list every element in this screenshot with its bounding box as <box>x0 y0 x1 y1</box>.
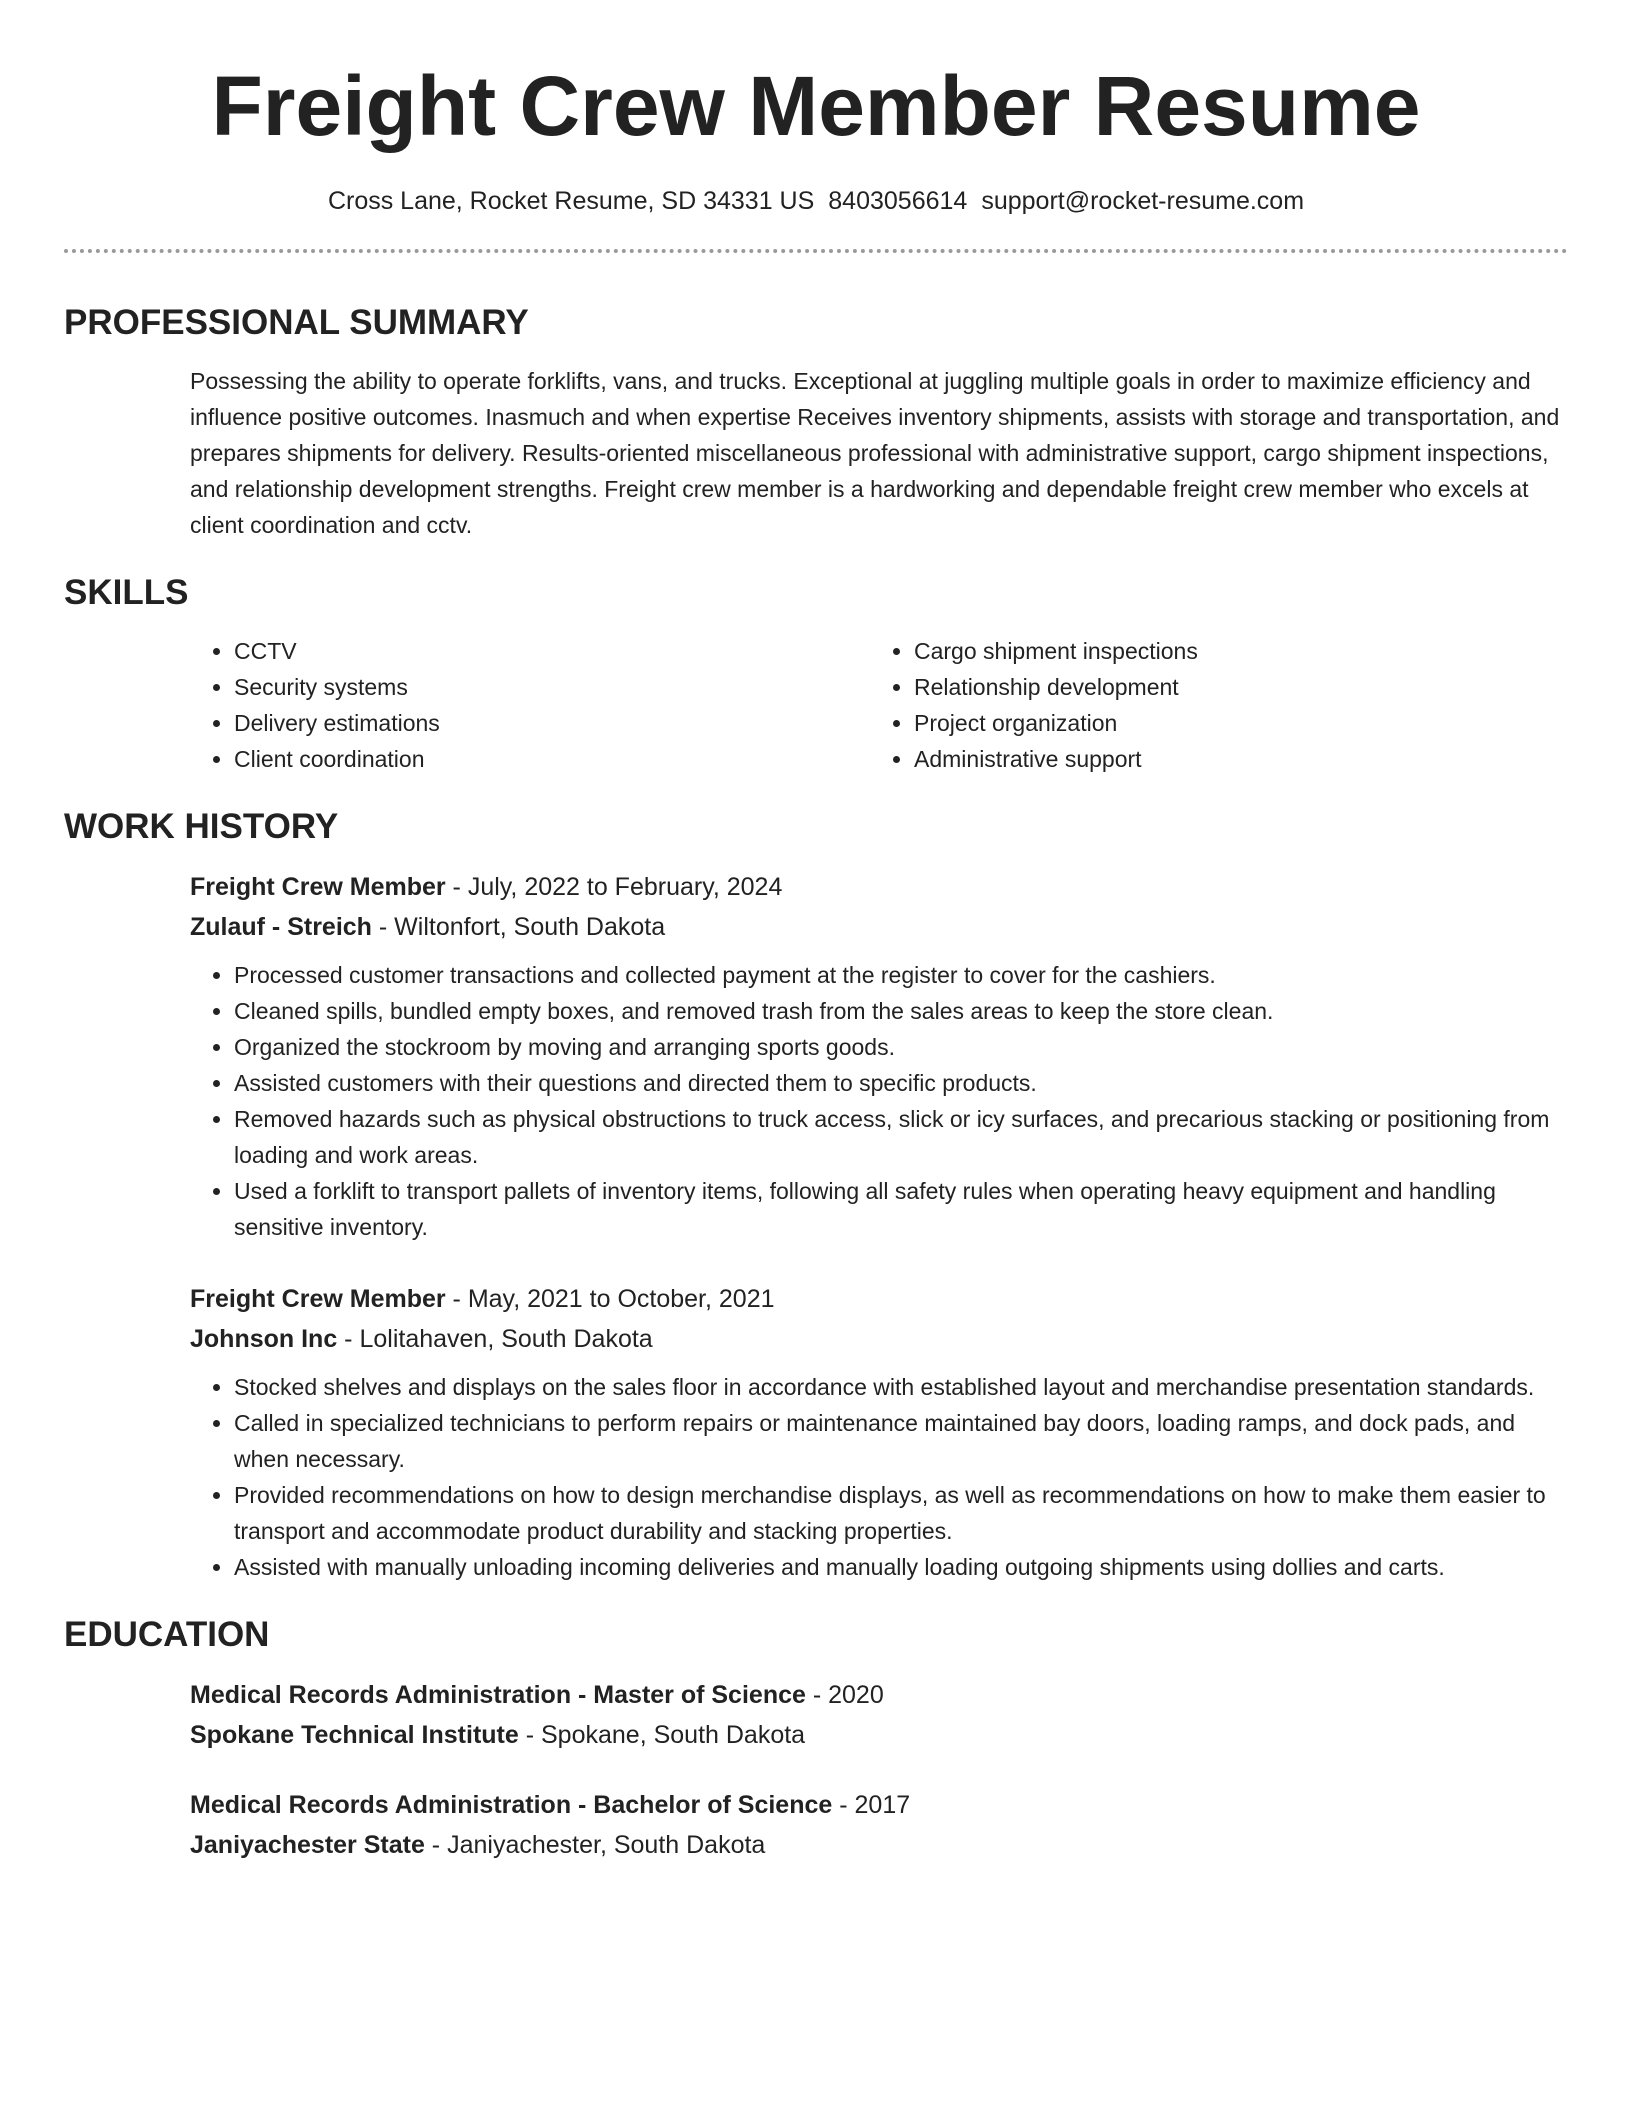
job-duty: • Cleaned spills, bundled empty boxes, and removed trash from the sales areas to keep the store clean. <box>234 993 1560 1029</box>
education-degree-line <box>190 1675 1560 1715</box>
job-company-line <box>190 1319 1560 1359</box>
job-duty: • Assisted with manually unloading incoming deliveries and manually loading outgoing shipments using dollies and carts. <box>234 1549 1560 1585</box>
education-school-line <box>190 1715 1560 1755</box>
job-duty: • Provided recommendations on how to design merchandise displays, as well as recommendations on how to make them easier to transport and accommodate product durability and stacking properties. <box>234 1477 1560 1549</box>
skills-heading: SKILLS <box>64 573 189 612</box>
skills-grid <box>190 633 1560 777</box>
summary-text: Possessing the ability to operate forklifts, vans, and trucks. Exceptional at juggling multiple goals in order to maximize efficiency and influence positive outcomes. Inasmuch and when expertise Receives inventory shipments, assists with storage and transportation, and prepares shipments for delivery. Results-oriented miscellaneous professional with administrative support, cargo shipment inspections, and relationship development strengths. Freight crew member is a hardworking and dependable freight crew member who excels at client coordination and cctv. <box>190 368 1560 538</box>
education-entry <box>190 1675 1560 1755</box>
skill-item: • Project organization <box>914 705 1560 741</box>
education-school: Spokane Technical Institute <box>190 1721 519 1749</box>
job-dates: - July, 2022 to February, 2024 <box>445 873 783 901</box>
contact-email: support@rocket-resume.com <box>981 187 1305 215</box>
job-title-line <box>190 1279 1560 1319</box>
job-duties <box>190 1369 1560 1585</box>
education-entry <box>190 1785 1560 1865</box>
job-title-line <box>190 867 1560 907</box>
job-duty: • Removed hazards such as physical obstructions to truck access, slick or icy surfaces, and precarious stacking or positioning from loading and work areas. <box>234 1101 1560 1173</box>
job-duty: • Processed customer transactions and collected payment at the register to cover for the cashiers. <box>234 957 1560 993</box>
header-divider <box>64 249 1568 253</box>
skill-item: • Client coordination <box>234 741 870 777</box>
education-school-line <box>190 1825 1560 1865</box>
skill-item: • Cargo shipment inspections <box>914 633 1560 669</box>
job-title: Freight Crew Member <box>190 873 446 901</box>
education-school: Janiyachester State <box>190 1831 425 1859</box>
education-location: - Spokane, South Dakota <box>518 1721 806 1749</box>
job-duty: • Stocked shelves and displays on the sales floor in accordance with established layout and merchandise presentation standards. <box>234 1369 1560 1405</box>
education-location: - Janiyachester, South Dakota <box>424 1831 766 1859</box>
skill-item: • Security systems <box>234 669 870 705</box>
education-year: - 2020 <box>805 1681 884 1709</box>
education-year: - 2017 <box>832 1791 911 1819</box>
job-title: Freight Crew Member <box>190 1285 446 1313</box>
job-location: - Lolitahaven, South Dakota <box>337 1325 653 1353</box>
skills-list-right <box>870 633 1560 777</box>
education-degree: Medical Records Administration - Master of Science <box>190 1681 806 1709</box>
skill-item: • Relationship development <box>914 669 1560 705</box>
job-duty: • Called in specialized technicians to perform repairs or maintenance maintained bay doors, loading ramps, and dock pads, and when necessary. <box>234 1405 1560 1477</box>
job-duties <box>190 957 1560 1245</box>
job-entry <box>190 867 1560 1245</box>
skill-item: • Administrative support <box>914 741 1560 777</box>
work-heading: WORK HISTORY <box>64 807 339 846</box>
job-location: - Wiltonfort, South Dakota <box>371 913 666 941</box>
summary-heading: PROFESSIONAL SUMMARY <box>64 303 529 342</box>
job-company: Zulauf - Streich <box>190 913 372 941</box>
education-degree-line <box>190 1785 1560 1825</box>
job-duty: • Used a forklift to transport pallets of inventory items, following all safety rules when operating heavy equipment and handling sensitive inventory. <box>234 1173 1560 1245</box>
education-degree: Medical Records Administration - Bachelor of Science <box>190 1791 833 1819</box>
contact-line <box>64 184 1568 218</box>
job-duty: • Assisted customers with their questions and directed them to specific products. <box>234 1065 1560 1101</box>
job-company: Johnson Inc <box>190 1325 338 1353</box>
resume-title: Freight Crew Member Resume <box>211 59 1421 153</box>
skill-item: • CCTV <box>234 633 870 669</box>
skills-list-left <box>190 633 870 777</box>
job-duty: • Organized the stockroom by moving and arranging sports goods. <box>234 1029 1560 1065</box>
skill-item: • Delivery estimations <box>234 705 870 741</box>
contact-address: Cross Lane, Rocket Resume, SD 34331 US <box>327 187 815 215</box>
education-heading: EDUCATION <box>64 1615 270 1654</box>
job-company-line <box>190 907 1560 947</box>
contact-phone: 8403056614 <box>828 187 968 215</box>
job-dates: - May, 2021 to October, 2021 <box>445 1285 775 1313</box>
job-entry <box>190 1279 1560 1585</box>
